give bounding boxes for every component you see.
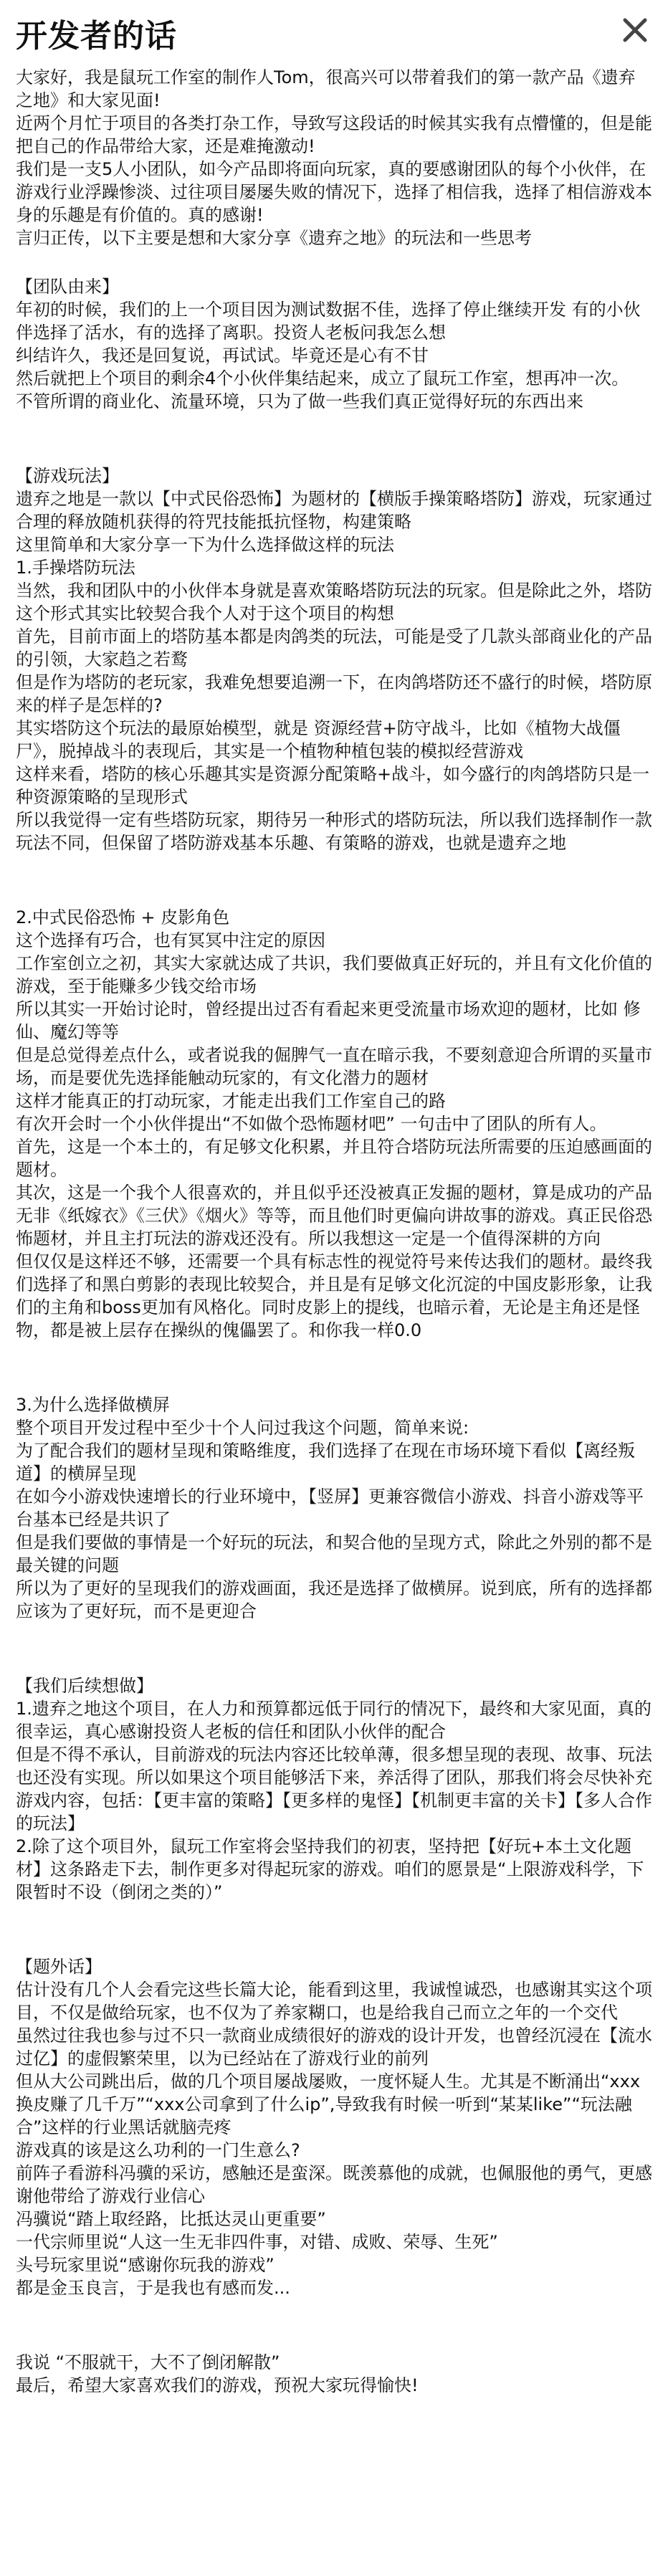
paragraph: 但是不得不承认，目前游戏的玩法内容还比较单薄，很多想呈现的表现、故事、玩法也还没有实现。所以如果这个项目能够活下来，养活得了团队，那我们将会尽快补充游戏内容，包括：【更丰富的策略】【更多样的鬼怪】【机制更丰富的关卡】【多人合作的玩法】 — [16, 1745, 652, 1833]
paragraph: 最后，希望大家喜欢我们的游戏，预祝大家玩得愉快! — [16, 2375, 419, 2395]
spacer — [16, 1649, 652, 1674]
paragraph: 2.中式民俗恐怖 + 皮影角色 — [16, 907, 230, 927]
paragraph: 所以为了更好的呈现我们的游戏画面，我还是选择了做横屏。说到底，所有的选择都应该为了更好玩，而不是更迎合 — [16, 1578, 652, 1621]
paragraph: 估计没有几个人会看完这些长篇大论，能看到这里，我诚惶诚恐，也感谢其实这个项目，不仅是做给玩家，也不仅为了养家糊口，也是给我自己而立之年的一个交代 — [16, 1980, 652, 2023]
paragraph: 我们是一支5人小团队，如今产品即将面向玩家，真的要感谢团队的每个小伙伴，在游戏行业浮躁惨淡、过往项目屡屡失败的情况下，选择了相信我，选择了相信游戏本身的乐趣是有价值的。真的感谢! — [16, 159, 652, 225]
paragraph: 其实塔防这个玩法的最原始模型，就是 资源经营+防守战斗，比如《植物大战僵尸》，脱掉战斗的表现后，其实是一个植物种植包装的模拟经营游戏 — [16, 718, 621, 761]
paragraph: 然后就把上个项目的剩余4个小伙伴集结起来，成立了鼠玩工作室，想再冲一次。 — [16, 368, 629, 388]
spacer — [16, 854, 652, 880]
paragraph: 这个选择有巧合，也有冥冥中注定的原因 — [16, 930, 325, 950]
section-heading: 【我们后续想做】 — [16, 1676, 153, 1696]
paragraph: 当然，我和团队中的小伙伴本身就是喜欢策略塔防玩法的玩家。但是除此之外，塔防这个形式其实比较契合我个人对于这个项目的构想 — [16, 581, 652, 624]
paragraph: 2.除了这个项目外，鼠玩工作室将会坚持我们的初衷，坚持把【好玩+本土文化题材】这条路走下去，制作更多对得起玩家的游戏。咱们的愿景是“上限游戏科学，下限暂时不设（倒闭之类的）” — [16, 1836, 644, 1902]
paragraph: 1.遗弃之地这个项目，在人力和预算都远低于同行的情况下，最终和大家见面，真的很幸运，真心感谢投资人老板的信任和团队小伙伴的配合 — [16, 1699, 652, 1742]
spacer — [16, 1342, 652, 1368]
paragraph: 这样来看，塔防的核心乐趣其实是资源分配策略+战斗，如今盛行的肉鸽塔防只是一种资源策略的呈现形式 — [16, 764, 650, 807]
paragraph: 其次，这是一个我个人很喜欢的，并且似乎还没被真正发掘的题材，算是成功的产品无非《纸嫁衣》《三伏》《烟火》等等，而且他们时更偏向讲故事的游戏。真正民俗恐怖题材，并且主打玩法的游戏还没有。所以我想这一定是一个值得深耕的方向 — [16, 1183, 652, 1249]
spacer — [16, 2325, 652, 2351]
paragraph: 但仅仅是这样还不够，还需要一个具有标志性的视觉符号来传达我们的题材。最终我们选择了和黑白剪影的表现比较契合，并且是有足够文化沉淀的中国皮影形象，让我们的主角和boss更加有风格化。同时皮影上的提线，也暗示着，无论是主角还是怪物，都是被上层存在操纵的傀儡罢了。和你我一样0.0 — [16, 1251, 652, 1340]
paragraph: 这样才能真正的打动玩家，才能走出我们工作室自己的路 — [16, 1091, 446, 1111]
paragraph: 但是总觉得差点什么，或者说我的倔脾气一直在暗示我，不要刻意迎合所谓的买量市场，而是要优先选择能触动玩家的，有文化潜力的题材 — [16, 1045, 652, 1088]
paragraph: 首先，目前市面上的塔防基本都是肉鸽类的玩法，可能是受了几款头部商业化的产品的引领，大家趋之若鹜 — [16, 626, 652, 669]
spacer — [16, 1904, 652, 1929]
paragraph: 我说 “不服就干，大不了倒闭解散” — [16, 2352, 280, 2372]
paragraph: 1.手操塔防玩法 — [16, 558, 135, 578]
spacer — [16, 1623, 652, 1649]
paragraph: 所以其实一开始讨论时，曾经提出过否有看起来更受流量市场欢迎的题材，比如 修仙、魔幻等等 — [16, 999, 641, 1042]
paragraph: 整个项目开发过程中至少十个人问过我这个问题，简单来说: — [16, 1418, 469, 1438]
notes-body — [16, 66, 652, 2397]
spacer — [16, 1929, 652, 1955]
paragraph: 冯骥说“踏上取经路，比抵达灵山更重要” — [16, 2209, 326, 2229]
section-heading: 【团队由来】 — [16, 277, 119, 297]
paragraph: 首先，这是一个本土的，有足够文化积累，并且符合塔防玩法所需要的压迫感画面的题材。 — [16, 1137, 652, 1180]
spacer — [16, 1368, 652, 1393]
paragraph: 年初的时候，我们的上一个项目因为测试数据不佳，选择了停止继续开发 有的小伙伴选择了活水，有的选择了离职。投资人老板问我怎么想 — [16, 300, 641, 343]
paragraph: 3.为什么选择做横屏 — [16, 1395, 170, 1415]
paragraph: 一代宗师里说“人这一生无非四件事，对错、成败、荣辱、生死” — [16, 2232, 498, 2252]
paragraph: 大家好，我是鼠玩工作室的制作人Tom，很高兴可以带着我们的第一款产品《遗弃之地》和大家见面! — [16, 67, 636, 110]
paragraph: 前阵子看游科冯骥的采访，感触还是蛮深。既羡慕他的成就，也佩服他的勇气，更感谢他带给了游戏行业信心 — [16, 2163, 652, 2206]
spacer — [16, 249, 652, 275]
paragraph: 在如今小游戏快速增长的行业环境中，【竖屏】更兼容微信小游戏、抖音小游戏等平台基本已经是共识了 — [16, 1487, 644, 1530]
paragraph: 但从大公司跳出后，做的几个项目屡战屡败，一度怀疑人生。尤其是不断涌出“xxx换皮赚了几千万”“xxx公司拿到了什么ip”,导致我有时候一听到“某某like”“玩法融合”这样的行业黑话就脑壳疼 — [16, 2071, 641, 2137]
paragraph: 近两个月忙于项目的各类打杂工作，导致写这段话的时候其实我有点懵懂的，但是能把自己的作品带给大家，还是难掩激动! — [16, 113, 652, 156]
spacer — [16, 880, 652, 906]
dialog-title: 开发者的话 — [16, 18, 177, 54]
section-heading: 【题外话】 — [16, 1957, 102, 1977]
paragraph: 为了配合我们的题材呈现和策略维度，我们选择了在现在市场环境下看似【离经叛道】的横屏呈现 — [16, 1441, 635, 1484]
paragraph: 言归正传，以下主要是想和大家分享《遗弃之地》的玩法和一些思考 — [16, 228, 532, 248]
spacer — [16, 439, 652, 464]
paragraph: 这里简单和大家分享一下为什么选择做这样的玩法 — [16, 535, 394, 555]
section-heading: 【游戏玩法】 — [16, 466, 119, 486]
paragraph: 虽然过往我也参与过不只一款商业成绩很好的游戏的设计开发，也曾经沉浸在【流水过亿】的虚假繁荣里，以为已经站在了游戏行业的前列 — [16, 2026, 652, 2069]
paragraph: 游戏真的该是这么功利的一门生意么? — [16, 2140, 300, 2160]
spacer — [16, 413, 652, 439]
paragraph: 纠结许久，我还是回复说，再试试。毕竟还是心有不甘 — [16, 345, 429, 366]
paragraph: 头号玩家里说“感谢你玩我的游戏” — [16, 2255, 275, 2275]
paragraph: 遗弃之地是一款以【中式民俗恐怖】为题材的【横版手操策略塔防】游戏，玩家通过合理的释放随机获得的符咒技能抵抗怪物，构建策略 — [16, 489, 652, 532]
paragraph: 但是我们要做的事情是一个好玩的玩法，和契合他的呈现方式，除此之外别的都不是最关键的问题 — [16, 1532, 652, 1575]
paragraph: 但是作为塔防的老玩家，我难免想要追溯一下，在肉鸽塔防还不盛行的时候，塔防原来的样子是怎样的? — [16, 672, 652, 715]
paragraph: 不管所谓的商业化、流量环境，只为了做一些我们真正觉得好玩的东西出来 — [16, 391, 583, 411]
spacer — [16, 2299, 652, 2325]
close-icon — [621, 16, 649, 44]
paragraph: 有次开会时一个小伙伴提出“不如做个恐怖题材吧” 一句击中了团队的所有人。 — [16, 1114, 607, 1134]
paragraph: 工作室创立之初，其实大家就达成了共识，我们要做真正好玩的，并且有文化价值的游戏，至于能赚多少钱交给市场 — [16, 953, 652, 996]
paragraph: 都是金玉良言，于是我也有感而发... — [16, 2278, 290, 2298]
paragraph: 所以我觉得一定有些塔防玩家，期待另一种形式的塔防玩法，所以我们选择制作一款玩法不同，但保留了塔防游戏基本乐趣、有策略的游戏，也就是遗弃之地 — [16, 810, 652, 853]
close-button[interactable] — [621, 16, 649, 44]
